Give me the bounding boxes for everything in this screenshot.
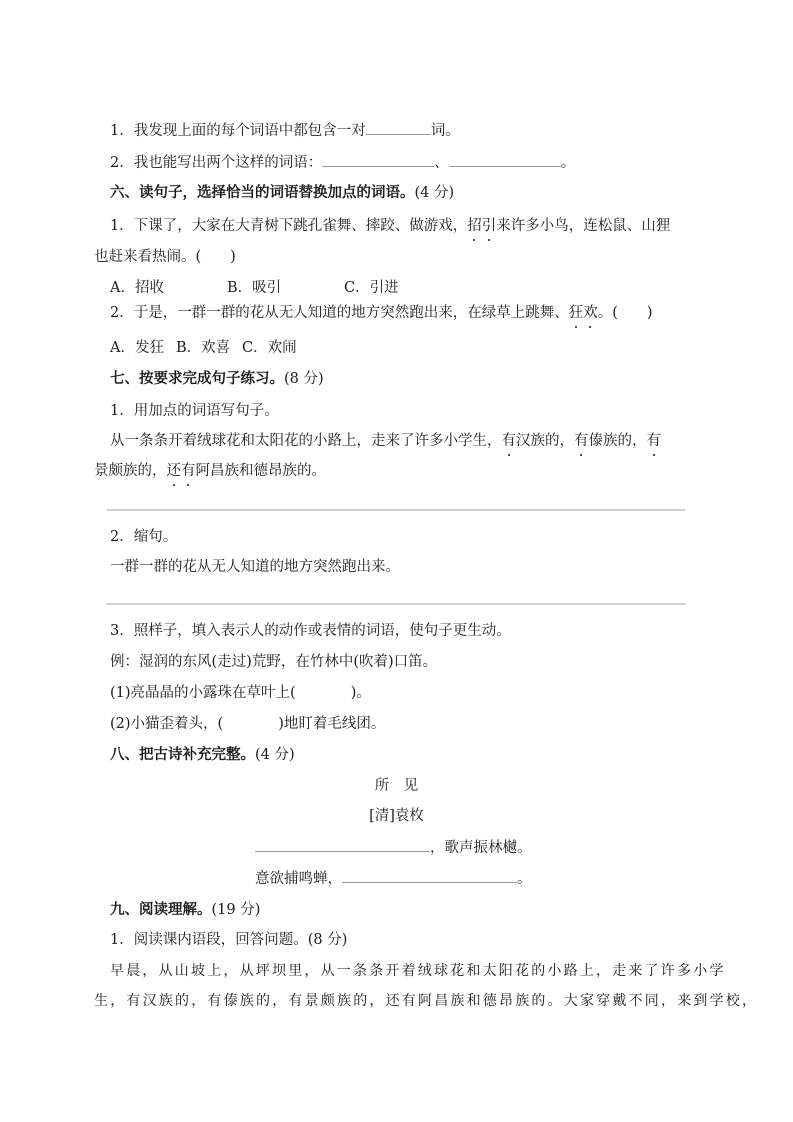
question-text: 2．缩句。 (110, 529, 178, 545)
question-text: 2．我也能写出两个这样的词语： (110, 155, 323, 171)
answer-line[interactable] (107, 603, 685, 605)
question-text: )地盯着毛线团。 (278, 716, 386, 732)
question-text: 1．用加点的词语写句子。 (110, 403, 279, 419)
heading-text: 九、阅读理解。 (110, 902, 212, 918)
section-7-heading (110, 369, 324, 389)
dotted-char: 引 (481, 218, 497, 234)
poem-line-2 (255, 868, 532, 889)
question-text: )。 (350, 685, 371, 701)
answer-blank[interactable] (342, 868, 517, 883)
question-text: 也赶来看热闹。( ) (94, 249, 236, 265)
poem-title: 所 见 (374, 778, 419, 794)
question-9-1-title (110, 930, 347, 950)
question-text: 来许多小鸟，连松鼠、山狸 (496, 218, 671, 234)
sentence-text: 汉族的， (516, 433, 574, 449)
question-7-3-example (110, 652, 437, 672)
points: (4 分) (414, 185, 455, 201)
dotted-char: 有 (574, 433, 589, 449)
dotted-char: 狂 (568, 305, 584, 321)
dotted-char: 有 (181, 463, 196, 479)
dotted-char: 有 (646, 433, 661, 449)
passage-line-2: 生，有汉族的，有傣族的，有景颇族的，还有阿昌族和德昂族的。大家穿戴不同，来到学校， (94, 993, 759, 1009)
heading-text: 六、读句子，选择恰当的词语替换加点的词语。 (110, 185, 415, 201)
question-7-3-item1 (110, 683, 371, 703)
question-6-1-options (110, 278, 399, 298)
dotted-char: 有 (501, 433, 516, 449)
answer-blank[interactable] (255, 837, 430, 852)
option-c[interactable]: C．欢闹 (242, 340, 297, 356)
points: (8 分) (284, 371, 324, 387)
points: (19 分) (211, 902, 261, 918)
sentence-text: 傣族的， (588, 433, 647, 449)
option-b[interactable]: B．吸引 (227, 280, 282, 296)
points: (4 分) (255, 747, 295, 763)
question-text: 2．于是，一群一群的花从无人知道的地方突然跑出来，在绿草上跳舞、 (110, 305, 569, 321)
poem-text: 意欲捕鸣蝉， (255, 871, 342, 887)
dotted-char: 还 (166, 463, 181, 479)
question-text: 词。 (430, 123, 460, 139)
option-c[interactable]: C．引进 (344, 280, 399, 296)
question-7-1-title (110, 401, 279, 421)
question-text: 3．照样子，填入表示人的动作或表情的词语，使句子更生动。 (110, 623, 511, 639)
heading-text: 七、按要求完成句子练习。 (110, 371, 284, 387)
answer-blank[interactable] (449, 152, 561, 167)
option-a[interactable]: A．发狂 (110, 340, 164, 356)
question-7-1-line2 (94, 461, 326, 481)
question-7-1-line1 (110, 431, 661, 451)
section-9-heading (110, 900, 260, 920)
poem-text: 。 (517, 871, 532, 887)
example-text: 例：湿润的东风(走过)荒野，在竹林中(吹着)口笛。 (110, 654, 438, 670)
answer-blank[interactable] (322, 152, 434, 167)
question-6-1-line2 (94, 247, 236, 267)
question-text: (1)亮晶晶的小露珠在草叶上( (110, 685, 296, 701)
question-7-2-title (110, 527, 177, 547)
sentence-text: 阿昌族和德昂族的。 (195, 463, 326, 479)
option-a[interactable]: A．招收 (110, 280, 164, 296)
question-7-3-title (110, 621, 511, 641)
section-6-heading (110, 183, 454, 203)
question-6-1-line1 (110, 216, 670, 236)
separator: 、 (434, 155, 449, 171)
poem-text: ，歌声振林樾。 (430, 840, 532, 856)
poem-line-1 (255, 837, 532, 858)
question-5-1 (110, 120, 460, 141)
section-8-heading (110, 745, 295, 765)
dotted-char: 招 (467, 218, 482, 234)
question-text: (2)小猫歪着头，( (110, 716, 224, 732)
question-text: 。 (560, 155, 576, 171)
question-text: 1．下课了，大家在大青树下跳孔雀舞、摔跤、做游戏， (110, 218, 468, 234)
passage-line-1: 早晨，从山坡上，从坪坝里，从一条条开着绒球花和太阳花的小路上，走来了许多小学 (110, 963, 726, 979)
question-6-2-options (110, 338, 297, 358)
dotted-char: 欢 (583, 305, 598, 321)
answer-line[interactable] (107, 509, 685, 511)
question-7-3-item2 (110, 714, 385, 734)
question-6-2 (110, 303, 653, 323)
answer-blank[interactable] (366, 120, 431, 135)
question-5-2 (110, 152, 575, 173)
question-7-2-sentence (110, 557, 400, 577)
option-b[interactable]: B．欢喜 (176, 340, 231, 356)
question-text: 1．阅读课内语段，回答问题。(8 分) (110, 932, 348, 948)
heading-text: 八、把古诗补充完整。 (110, 747, 255, 763)
sentence-text: 景颇族的， (94, 463, 167, 479)
poem-author: [清]袁枚 (369, 808, 424, 824)
question-text: 。( ) (597, 305, 653, 321)
sentence-text: 从一条条开着绒球花和太阳花的小路上，走来了许多小学生， (110, 433, 502, 449)
sentence-text: 一群一群的花从无人知道的地方突然跑出来。 (110, 559, 400, 575)
question-text: 1．我发现上面的每个词语中都包含一对 (110, 123, 366, 139)
